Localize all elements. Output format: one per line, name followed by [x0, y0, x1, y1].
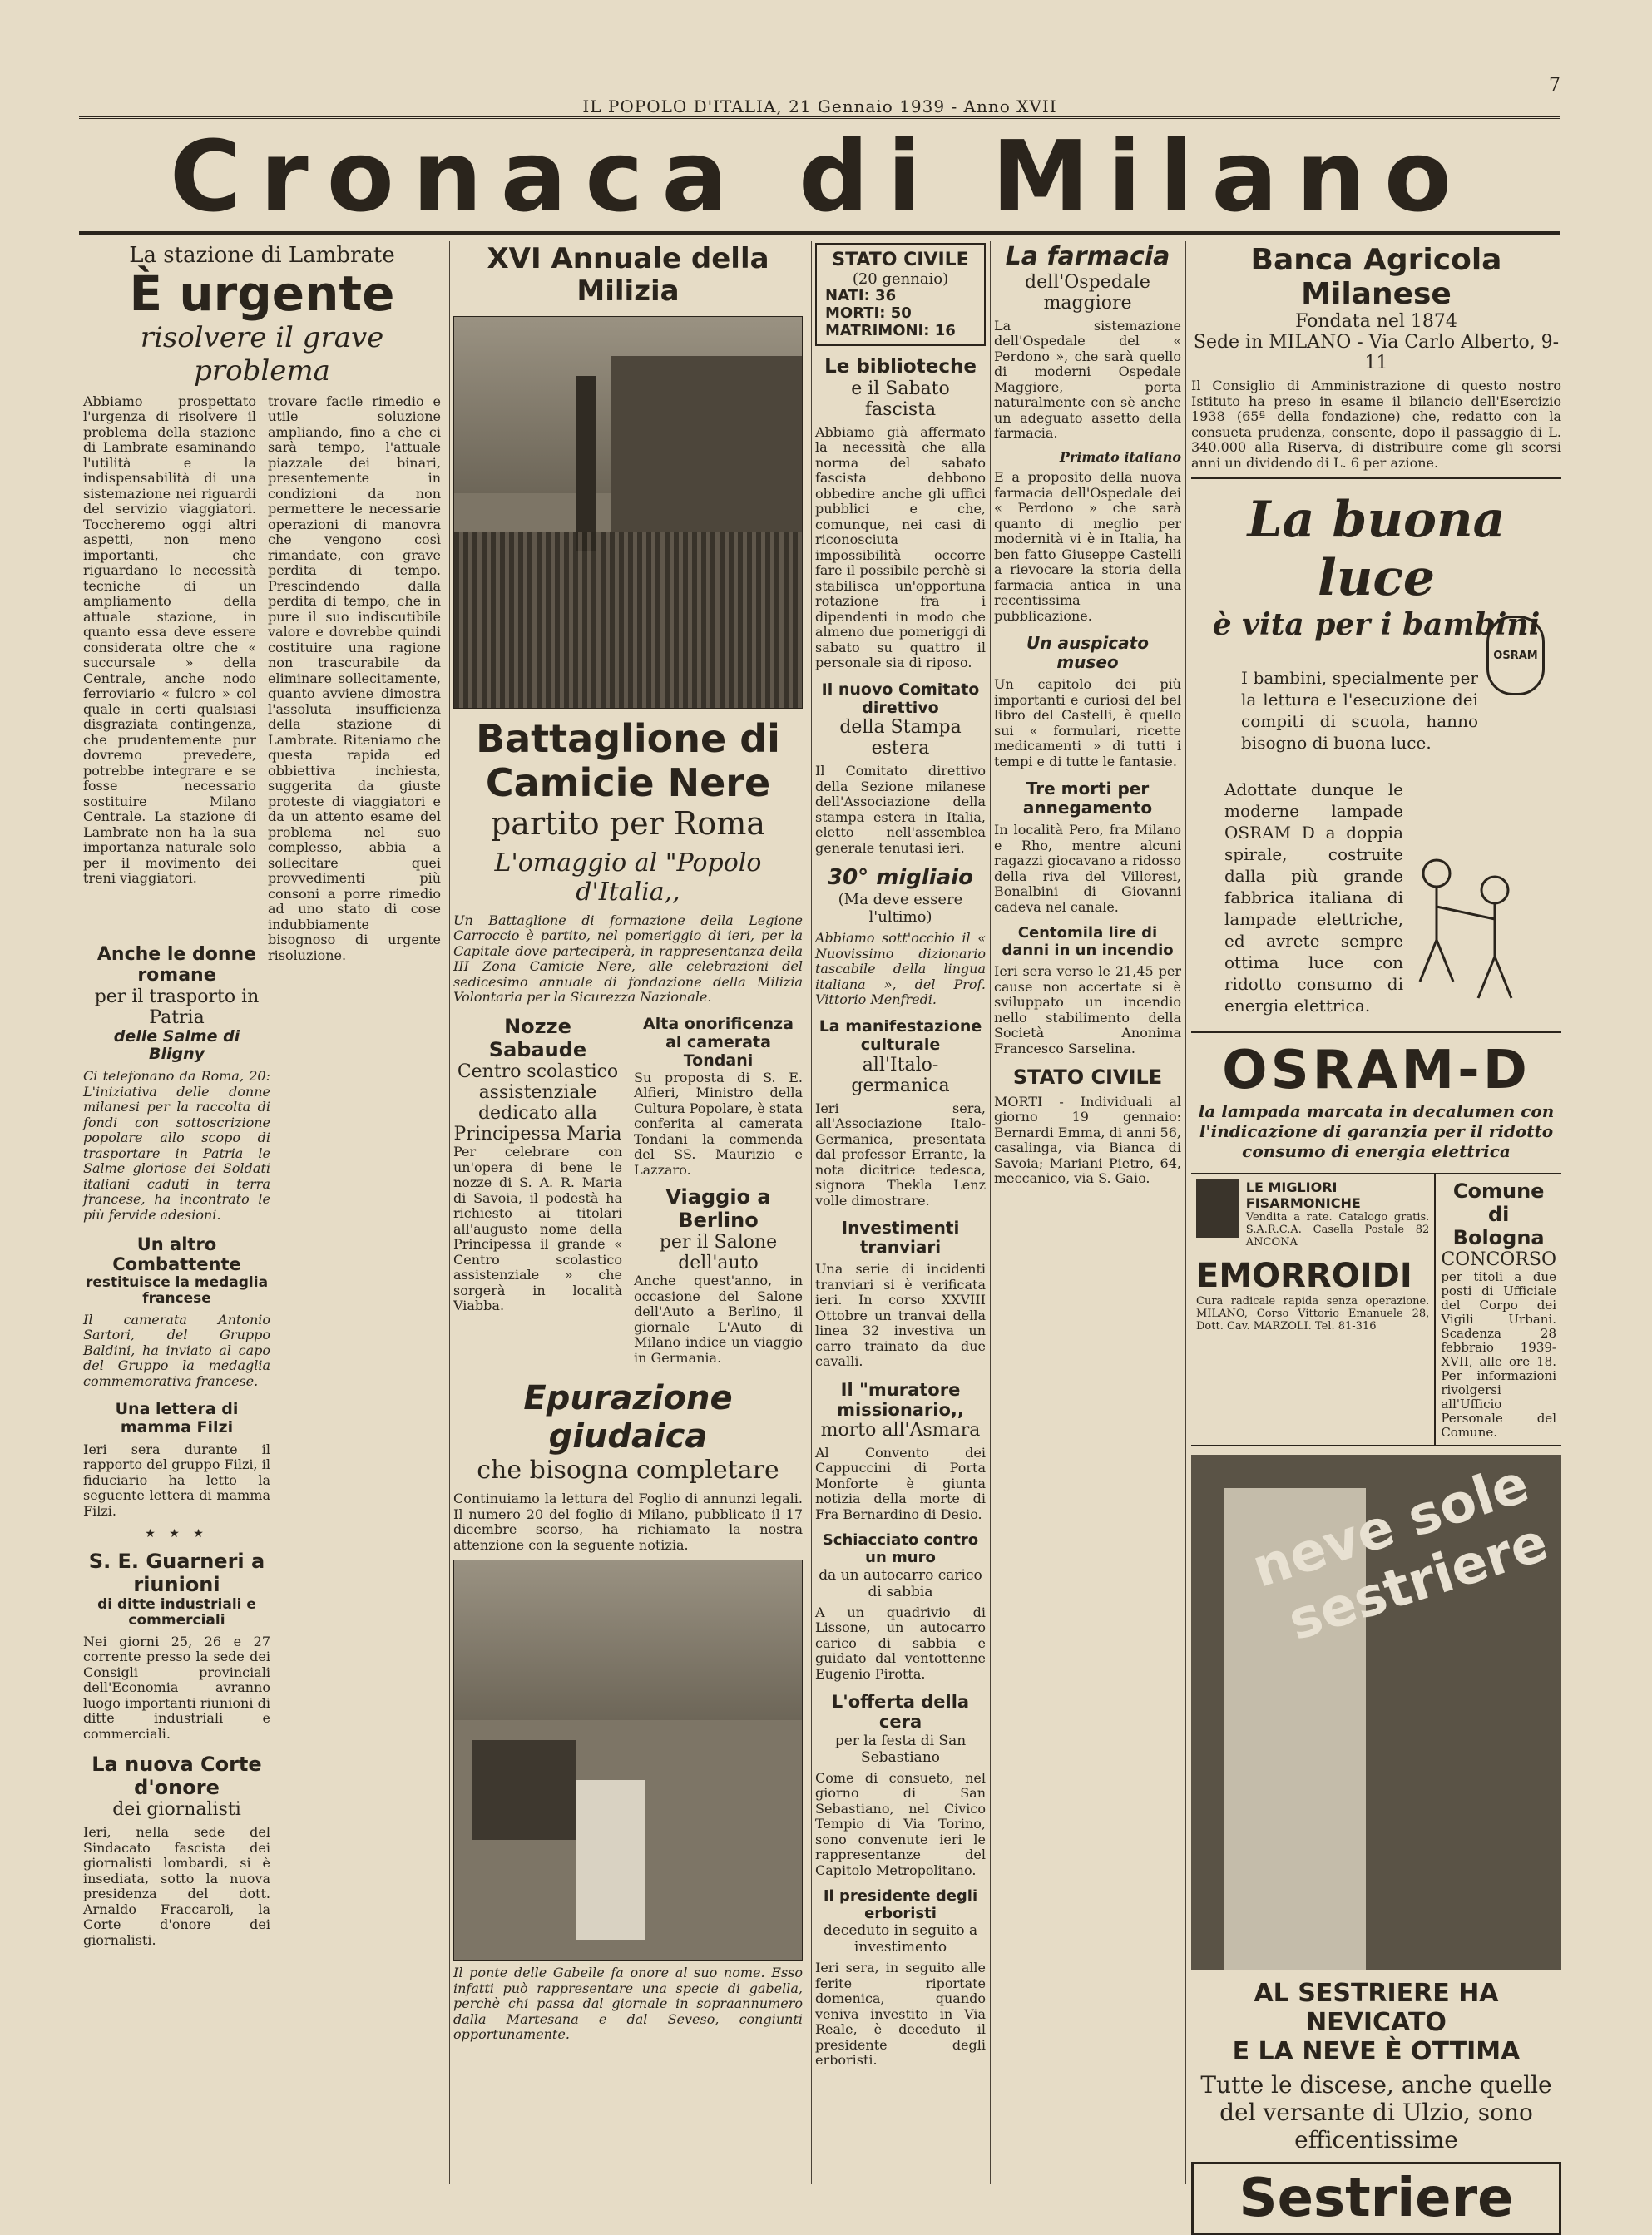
article-body: Abbiamo già affermato la necessità che alla norma del sabato fascista debbono obbedire anche gli uffici pubblici e che, comunque, nei casi di riconosciuta impossibilità occorre fare il possibile perchè si stabilisca un'opportuna rotazione fra i dipendenti in modo che almeno due pomeriggi di sabato su quattro il personale sia di riposo.	[815, 423, 986, 671]
article-body: Un Battaglione di formazione della Legione Carroccio è partito, nel pomeriggio di ieri, per la Capitale dove parteciperà, in rappresentanza della III Zona Camicie Nere, alle celebrazioni del sedicesimo annuale di fondazione della Milizia Volontaria per la Sicurezza Nazionale.	[453, 912, 803, 1006]
article-body: E a proposito della nuova farmacia dell'Ospedale dei « Perdono » che sarà quanto di meglio per modernità vi è in Italia, ha ben fatto Giuseppe Castelli a rievocare la storia della farmacia antica in una recentissima pubblicazione.	[994, 469, 1181, 624]
headline: Battaglione di Camicie Nere	[476, 716, 780, 806]
article-body: La sistemazione dell'Ospedale del « Perdono », che sarà quello di moderni Ospedale Maggiore, porta naturalmente con sè anche un adeguato assetto della farmacia.	[994, 317, 1181, 441]
article-body: Anche quest'anno, in occasione del Salone dell'Auto a Berlino, il giornale L'Auto di Milano indice un viaggio in Germania.	[634, 1273, 803, 1366]
subheadline: partito per Roma	[490, 804, 766, 842]
article-kicker: La stazione di Lambrate	[129, 243, 395, 268]
stats-deaths: MORTI: 50	[825, 304, 912, 322]
sestriere-ad	[1191, 1452, 1561, 2235]
bank-name: Banca Agricola Milanese	[1250, 243, 1502, 311]
vital-stats-box	[815, 243, 986, 346]
column-divider	[990, 241, 991, 2184]
column-2	[453, 243, 803, 2181]
parade-photo	[453, 316, 803, 709]
article-body: Per celebrare con un'opera di bene le nozze di S. A. R. Maria di Savoia, il podestà ha richiesto ai titolari all'augusto nome della Principessa il grande « Centro scolastico assistenziale » che sorgerà in località Viabba.	[453, 1144, 622, 1314]
masthead: Cronaca di Milano	[169, 119, 1471, 234]
accordion-text: Vendita a rate. Catalogo gratis. S.A.R.C.A. Casella Postale 82 ANCONA	[1245, 1211, 1430, 1249]
subheadline: per il trasporto in Patria	[94, 986, 260, 1028]
subheadline: e il Sabato fascista	[851, 378, 950, 420]
osram-logo-ad	[1191, 1040, 1561, 1174]
subheadline: all'Italo-germanica	[851, 1054, 950, 1096]
hemorrhoids-text: Cura radicale rapida senza operazione. MILANO, Corso Vittorio Emanuele 28, Dott. Cav. MARZOLI. Tel. 81-316	[1196, 1295, 1430, 1333]
bologna-text: per titoli a due posti di Ufficiale del Corpo dei Vigili Urbani. Scadenza 28 febbraio 1939-XVII, alle ore 18. Per informazioni rivolgersi all'Ufficio Personale del Comune.	[1441, 1269, 1556, 1440]
headline: Il "muratore missionario,,	[837, 1379, 964, 1420]
column-divider	[811, 241, 812, 2184]
small-ads-row	[1191, 1174, 1561, 1446]
sestriere-headline: E LA NEVE È OTTIMA	[1232, 2037, 1521, 2066]
article-body: MORTI - Individuali al giorno 19 gennaio: Bernardi Emma, di anni 56, casalinga, via Bianca di Savoia; Mariani Pietro, 64, meccanico, via S. Gaio.	[994, 1093, 1181, 1187]
headline: Le biblioteche	[824, 356, 977, 378]
headline: Viaggio a Berlino	[665, 1185, 771, 1232]
headline: Tre morti per annegamento	[1022, 779, 1153, 818]
accordion-title: LE MIGLIORI FISARMONICHE	[1245, 1179, 1361, 1211]
bologna-subtitle: CONCORSO	[1441, 1249, 1556, 1270]
article-body: Ieri sera, all'Associazione Italo-Germanica, presentata dal professor Errante, la nota dicitrice tedesca, signora Thekla Lenz volle dimostrare.	[815, 1100, 986, 1209]
headline: La farmacia	[1005, 242, 1170, 271]
column-1	[83, 944, 270, 2183]
section-label: Primato italiano	[1059, 448, 1181, 465]
headline: Schiacciato contro un muro	[822, 1531, 979, 1567]
article-body: Il camerata Antonio Sartori, del Gruppo Baldini, ha inviato al capo del Gruppo la medaglia commemorativa francese.	[83, 1311, 270, 1389]
headline: Anche le donne romane	[96, 944, 257, 986]
sestriere-photo	[1191, 1452, 1561, 1970]
article-body: Abbiamo prospettato l'urgenza di risolvere il problema della stazione di Lambrate esaminando l'utilità e la indispensabilità di una sistemazione nei riguardi del servizio viaggiatori. Toccheremo oggi altri aspetti, non meno importanti, che riguardano le necessità tecniche di un ampliamento della attuale stazione, in quanto essa deve essere considerata oltre che « succursale » della Centrale, anche nodo ferroviario « fulcro » col quale in certi qualsiasi disgraziata contingenza, che prudentemente pur dovremo prevedere, potrebbe integrare e se fosse necessario sostituire Milano Centrale. La stazione di Lambrate non ha la sua importanza naturale solo per il movimento dei treni viaggiatori.	[83, 393, 256, 887]
headline: STATO CIVILE	[1012, 1066, 1163, 1090]
lambrate-article	[83, 243, 441, 963]
article-body: A un quadrivio di Lissone, un autocarro carico di sabbia e guidato dal ventottenne Eugenio Pirotta.	[815, 1604, 986, 1682]
osram-text: I bambini, specialmente per la lettura e l'esecuzione dei compiti di scuola, hanno bisogno di buona luce.	[1241, 668, 1478, 753]
masthead-rule	[79, 231, 1560, 235]
article-body: Al Convento dei Cappuccini di Porta Monforte è giunta notizia della morte di Fra Bernardino di Desio.	[815, 1444, 986, 1522]
article-body: Ieri sera verso le 21,45 per cause non accertate si è sviluppato un incendio nello stabilimento della Società Anonima Francesco Sarselina.	[994, 963, 1181, 1056]
article-title: È urgente	[129, 265, 395, 322]
subheadline: che bisogna completare	[477, 1456, 779, 1486]
headline: Nozze Sabaude	[488, 1014, 587, 1061]
headline: Centomila lire di danni in un incendio	[1002, 924, 1174, 959]
article-body: Come di consueto, nel giorno di San Sebastiano, nel Civico Tempio di Via Torino, sono convenute ieri le rappresentanze del Capitolo Metropolitano.	[815, 1769, 986, 1878]
sestriere-logo: Sestriere	[1191, 2162, 1561, 2235]
children-illustration	[1403, 840, 1545, 1006]
small-ads	[1191, 1174, 1436, 1445]
stats-marriages: MATRIMONI: 16	[825, 321, 956, 339]
stats-date: (20 gennaio)	[852, 270, 949, 289]
headline: Un altro Combattente	[112, 1234, 241, 1275]
bank-founded: Fondata nel 1874	[1295, 311, 1457, 332]
article-body: Ieri sera, in seguito alle ferite riportate domenica, quando veniva investito in Via Reale, è deceduto il presidente degli erboristi.	[815, 1960, 986, 2069]
article-body: Un capitolo dei più importanti e curiosi del bel libro del Castelli, è quello sui « formulari, ricette medicamenti » di tutti i tempi e di tutte le fantasie.	[994, 676, 1181, 769]
article-body: Continuiamo la lettura del Foglio di annunzi legali. Il numero 20 del foglio di Milano, pubblicato il 17 dicembre scorso, ha richiamato la nostra attenzione con la seguente notizia.	[453, 1491, 803, 1553]
article-subtitle: risolvere il grave problema	[140, 320, 384, 388]
headline: La nuova Corte d'onore	[92, 1753, 262, 1799]
article-body: Ieri, nella sede del Sindacato fascista dei giornalisti lombardi, si è insediata, sotto la nuova presidenza del dott. Arnaldo Fraccaroli, la Corte d'onore dei giornalisti.	[83, 1824, 270, 1948]
article-body: Ci telefonano da Roma, 20: L'iniziativa delle donne milanesi per la raccolta di fondi con sottoscrizione popolare allo scopo di trasportare in Patria le Salme gloriose dei Soldati italiani caduti in terra francese, ha incontrato le più fervide adesioni.	[83, 1068, 270, 1223]
bologna-ad	[1436, 1174, 1561, 1445]
bologna-title: Comune di Bologna	[1452, 1179, 1545, 1249]
osram-text: Adottate dunque le moderne lampade OSRAM D a doppia spirale, costruite dalla più grande fabbrica italiana di lampade elettriche, ed avrete sempre ottima luce con ridotto consumo di energia elettrica.	[1224, 779, 1403, 1016]
article-body: Una serie di incidenti tranviari si è verificata ieri. In corso XXVIII Ottobre un tranvai della linea 32 investiva un carro trainato da due cavalli.	[815, 1261, 986, 1370]
subheadline: deceduto in seguito a investimento	[823, 1922, 978, 1956]
subheadline: delle Salme di Bligny	[113, 1026, 240, 1064]
osram-logo: OSRAM-D	[1222, 1040, 1531, 1101]
headline: Una lettera di mamma Filzi	[115, 1400, 239, 1436]
subheadline: della Stampa estera	[839, 717, 962, 759]
headline: Un auspicato museo	[1026, 633, 1149, 672]
osram-headline: La buona luce	[1247, 491, 1506, 607]
subheadline: L'omaggio al "Popolo d'Italia,,	[494, 848, 762, 907]
article-body: Su proposta di S. E. Alfieri, Ministro della Cultura Popolare, è stata conferita al camerata Tondani la commenda del SS. Maurizio e Lazzaro.	[634, 1069, 803, 1178]
bank-ad	[1191, 243, 1561, 479]
accordion-ad	[1196, 1179, 1429, 1249]
headline: Alta onorificenza al camerata Tondani	[643, 1014, 794, 1070]
subheadline: di ditte industriali e commerciali	[97, 1595, 256, 1629]
sestriere-photo-text: neve sole sestriere	[1244, 1452, 1556, 1654]
sestriere-text: Tutte le discese, anche quelle del versante di Ulzio, sono efficentissime	[1200, 2071, 1552, 2153]
article-body: Ieri sera durante il rapporto del gruppo Filzi, il fiduciario ha letto la seguente lettera di mamma Filzi.	[83, 1441, 270, 1519]
photo-caption: Il ponte delle Gabelle fa onore al suo nome. Esso infatti può rappresentare una specie di gabella, perchè chi passa dal giornale in sopraannumero dalla Martesana e dal Seveso, congiunti opportunamente.	[453, 1965, 803, 2043]
bridge-photo	[453, 1560, 803, 1961]
subheadline: restituisce la medaglia francese	[85, 1273, 269, 1308]
headline: S. E. Guarneri a riunioni	[88, 1550, 265, 1596]
separator-stars: ★ ★ ★	[145, 1527, 209, 1541]
column-divider	[449, 241, 450, 2184]
newspaper-header	[79, 93, 1560, 119]
subheadline: dei giornalisti	[112, 1799, 241, 1821]
osram-tagline: la lampada marcata in decalumen con l'indicazione di garanzia per il ridotto consumo di energia elettrica	[1198, 1101, 1555, 1161]
stats-births: NATI: 36	[825, 287, 897, 305]
subheadline: (Ma deve essere l'ultimo)	[838, 891, 963, 927]
article-body: trovare facile rimedio e utile soluzione ampliando, fino a che ci sarà tempo, l'attuale piazzale dei binari, presentemente in condizioni da non permettere le necessarie operazioni di manovra che vengono così rimandate, con grave perdita di tempo. Prescindendo dalla perdita di tempo, che in pure il suo indiscutibile valore e dovrebbe quindi costituire una ragione non trascurabile da eliminare sollecitamente, quanto avviene dimostra l'assoluta insufficienza della stazione di Lambrate. Riteniamo che questa rapida ed obbiettiva inchiesta, suggerita da giuste proteste di viaggiatori e da un attento esame del problema nel suo complesso, abbia a sollecitare quei provvedimenti più consoni a porre rimedio ad uno stato di cose indubbiamente bisognoso di urgente risoluzione.	[268, 393, 441, 963]
sestriere-headline: AL SESTRIERE HA NEVICATO	[1254, 1979, 1499, 2037]
stats-title: STATO CIVILE	[832, 250, 969, 270]
column-4	[994, 243, 1181, 2181]
subheadline: dell'Ospedale maggiore	[1025, 271, 1150, 314]
headline: 30° migliaio	[828, 865, 973, 891]
page-number: 7	[1549, 75, 1560, 96]
article-body: Il Comitato direttivo della Sezione milanese dell'Associazione della stampa estera in Italia, eletto nell'assemblea generale tenutasi ieri.	[815, 763, 986, 856]
hemorrhoids-title: EMORROIDI	[1196, 1257, 1412, 1295]
subheadline: per la festa di San Sebastiano	[834, 1732, 967, 1766]
headline: XVI Annuale della Milizia	[487, 242, 769, 309]
bank-address: Sede in MILANO - Via Carlo Alberto, 9-11	[1193, 332, 1560, 373]
article-body: Nei giorni 25, 26 e 27 corrente presso la sede dei Consigli provinciali dell'Economia avranno luogo importanti riunioni di ditte industriali e commerciali.	[83, 1633, 270, 1742]
bank-text: Il Consiglio di Amministrazione di questo nostro Istituto ha preso in esame il bilancio dell'Esercizio 1938 (65ª della fondazione) che, redatto con la consueta prudenza, consente, dopo il passaggio di L. 340.000 alla Riserva, di distribuire come gli scorsi anni un dividendo di L. 6 per azione.	[1191, 378, 1561, 471]
headline: Investimenti tranviari	[841, 1218, 960, 1258]
headline: L'offerta della cera	[831, 1692, 970, 1733]
headline: La manifestazione culturale	[819, 1016, 982, 1054]
article-body: Abbiamo sott'occhio il « Nuovissimo dizionario tascabile della lingua italiana », del Prof. Vittorio Menfredi.	[815, 930, 986, 1008]
bulb-icon	[1486, 616, 1545, 695]
osram-badge: OSRAM	[1493, 649, 1538, 662]
subheadline: da un autocarro carico di sabbia	[819, 1566, 982, 1600]
headline: Il nuovo Comitato direttivo	[821, 680, 980, 717]
subheadline: Centro scolastico assistenziale dedicato alla Principessa Maria	[453, 1061, 622, 1145]
header-text: IL POPOLO D'ITALIA, 21 Gennaio 1939 - Anno XVII	[582, 96, 1057, 116]
column-3	[815, 243, 986, 2181]
subheadline: morto all'Asmara	[820, 1419, 981, 1441]
headline: Epurazione giudaica	[523, 1379, 733, 1456]
article-body: In località Pero, fra Milano e Rho, mentre alcuni ragazzi giocavano a ridosso della riva del Villoresi, Bonalbini di Giovanni cadeva nel canale.	[994, 822, 1181, 915]
osram-ad	[1191, 491, 1561, 1033]
subheadline: per il Salone dell'auto	[659, 1232, 778, 1274]
osram-subheadline: è vita per i bambini	[1212, 607, 1541, 642]
headline: Il presidente degli erboristi	[823, 1887, 978, 1922]
accordion-icon	[1196, 1179, 1239, 1238]
advertisements-column	[1191, 243, 1561, 2229]
column-divider	[1185, 241, 1186, 2184]
